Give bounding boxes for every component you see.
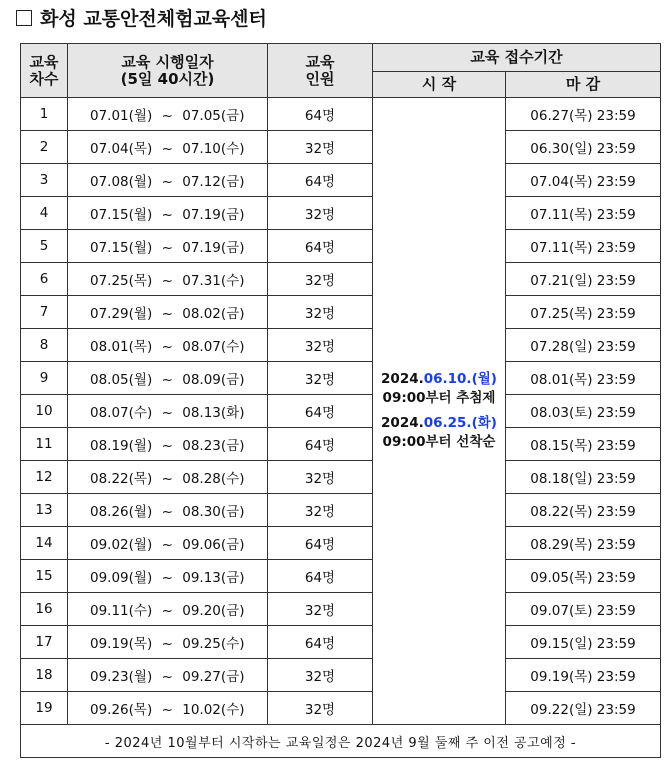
title-text: 화성 교통안전체험교육센터 xyxy=(40,8,267,30)
tilde-separator: ~ xyxy=(161,504,173,520)
table-row xyxy=(21,494,661,527)
table-row xyxy=(21,164,661,197)
deadline-cell: 07.04(목) 23:59 xyxy=(506,164,661,197)
start-date: 07.08(월) xyxy=(90,174,153,190)
table-row xyxy=(21,329,661,362)
people-cell: 64명 xyxy=(268,164,373,197)
deadline-cell: 07.11(목) 23:59 xyxy=(506,230,661,263)
table-row xyxy=(21,659,661,692)
round-cell: 17 xyxy=(21,626,68,659)
dates-cell xyxy=(68,362,268,395)
tilde-separator: ~ xyxy=(161,108,173,124)
deadline-cell: 08.29(목) 23:59 xyxy=(506,527,661,560)
tilde-separator: ~ xyxy=(161,570,173,586)
tilde-separator: ~ xyxy=(161,141,173,157)
tilde-separator: ~ xyxy=(161,339,173,355)
deadline-cell: 07.25(목) 23:59 xyxy=(506,296,661,329)
start-date: 09.26(목) xyxy=(90,702,153,718)
header-dates: 교육 시행일자 (5일 40시간) xyxy=(68,44,268,98)
end-date: 08.30(금) xyxy=(182,504,245,520)
schedule-table xyxy=(20,43,661,758)
footer-row xyxy=(21,725,661,758)
people-cell: 64명 xyxy=(268,230,373,263)
people-cell: 32명 xyxy=(268,362,373,395)
start-date: 08.22(목) xyxy=(90,471,153,487)
start-date: 08.26(월) xyxy=(90,504,153,520)
dates-cell xyxy=(68,461,268,494)
table-row xyxy=(21,527,661,560)
end-date: 09.27(금) xyxy=(182,669,245,685)
deadline-cell: 06.27(목) 23:59 xyxy=(506,98,661,131)
start-date: 09.09(월) xyxy=(90,570,153,586)
table-row xyxy=(21,428,661,461)
dates-cell xyxy=(68,329,268,362)
start-date: 09.23(월) xyxy=(90,669,153,685)
people-cell: 64명 xyxy=(268,428,373,461)
start-date: 08.05(월) xyxy=(90,372,153,388)
start-date: 09.02(월) xyxy=(90,537,153,553)
dates-cell xyxy=(68,131,268,164)
tilde-separator: ~ xyxy=(161,372,173,388)
tilde-separator: ~ xyxy=(161,306,173,322)
dates-cell xyxy=(68,626,268,659)
first-come-block xyxy=(373,414,505,452)
deadline-cell: 09.22(일) 23:59 xyxy=(506,692,661,725)
deadline-cell: 08.18(일) 23:59 xyxy=(506,461,661,494)
start-date: 07.15(월) xyxy=(90,240,153,256)
dates-cell xyxy=(68,395,268,428)
round-cell: 10 xyxy=(21,395,68,428)
footer-note: - 2024년 10월부터 시작하는 교육일정은 2024년 9월 둘째 주 이전 공고예정 - xyxy=(21,725,661,758)
dates-cell xyxy=(68,164,268,197)
dates-cell xyxy=(68,296,268,329)
end-date: 08.02(금) xyxy=(182,306,245,322)
start-date: 07.15(월) xyxy=(90,207,153,223)
deadline-cell: 09.15(일) 23:59 xyxy=(506,626,661,659)
people-cell: 64명 xyxy=(268,395,373,428)
round-cell: 9 xyxy=(21,362,68,395)
round-cell: 15 xyxy=(21,560,68,593)
end-date: 07.19(금) xyxy=(182,207,245,223)
start-date: 08.07(수) xyxy=(90,405,153,421)
checkbox-square-icon xyxy=(16,10,32,26)
end-date: 08.23(금) xyxy=(182,438,245,454)
end-date: 07.19(금) xyxy=(182,240,245,256)
deadline-cell: 07.28(일) 23:59 xyxy=(506,329,661,362)
tilde-separator: ~ xyxy=(161,636,173,652)
tilde-separator: ~ xyxy=(161,174,173,190)
reception-start-cell xyxy=(373,98,506,725)
round-cell: 4 xyxy=(21,197,68,230)
tilde-separator: ~ xyxy=(161,702,173,718)
header-people: 교육 인원 xyxy=(268,44,373,98)
dates-cell xyxy=(68,560,268,593)
table-row xyxy=(21,461,661,494)
tilde-separator: ~ xyxy=(161,537,173,553)
round-cell: 16 xyxy=(21,593,68,626)
people-cell: 32명 xyxy=(268,197,373,230)
table-row xyxy=(21,131,661,164)
start-date: 07.29(월) xyxy=(90,306,153,322)
header-period: 교육 접수기간 xyxy=(373,44,661,72)
round-cell: 6 xyxy=(21,263,68,296)
end-date: 09.13(금) xyxy=(182,570,245,586)
table-row xyxy=(21,230,661,263)
header-end: 마 감 xyxy=(506,72,661,98)
header-start: 시 작 xyxy=(373,72,506,98)
deadline-cell: 08.03(토) 23:59 xyxy=(506,395,661,428)
deadline-cell: 06.30(일) 23:59 xyxy=(506,131,661,164)
tilde-separator: ~ xyxy=(161,603,173,619)
people-cell: 32명 xyxy=(268,296,373,329)
dates-cell xyxy=(68,197,268,230)
deadline-cell: 09.19(목) 23:59 xyxy=(506,659,661,692)
lottery-text: 09:00부터 추첨제 xyxy=(382,390,496,406)
table-row xyxy=(21,692,661,725)
end-date: 08.09(금) xyxy=(182,372,245,388)
start-date: 08.01(목) xyxy=(90,339,153,355)
round-cell: 18 xyxy=(21,659,68,692)
tilde-separator: ~ xyxy=(161,273,173,289)
header-round: 교육 차수 xyxy=(21,44,68,98)
start-date: 07.04(목) xyxy=(90,141,153,157)
table-row xyxy=(21,593,661,626)
people-cell: 64명 xyxy=(268,626,373,659)
round-cell: 5 xyxy=(21,230,68,263)
dates-cell xyxy=(68,428,268,461)
end-date: 08.13(화) xyxy=(182,405,245,421)
start-date: 09.19(목) xyxy=(90,636,153,652)
deadline-cell: 09.07(토) 23:59 xyxy=(506,593,661,626)
dates-cell xyxy=(68,659,268,692)
first-come-year: 2024. xyxy=(381,415,424,431)
people-cell: 32명 xyxy=(268,494,373,527)
round-cell: 2 xyxy=(21,131,68,164)
tilde-separator: ~ xyxy=(161,240,173,256)
table-row xyxy=(21,560,661,593)
people-cell: 32명 xyxy=(268,593,373,626)
end-date: 07.05(금) xyxy=(182,108,245,124)
table-row xyxy=(21,626,661,659)
people-cell: 32명 xyxy=(268,131,373,164)
first-come-date: 06.25.(화) xyxy=(423,415,497,431)
deadline-cell: 08.01(목) 23:59 xyxy=(506,362,661,395)
round-cell: 7 xyxy=(21,296,68,329)
start-date: 08.19(월) xyxy=(90,438,153,454)
people-cell: 64명 xyxy=(268,560,373,593)
table-row xyxy=(21,362,661,395)
deadline-cell: 08.22(목) 23:59 xyxy=(506,494,661,527)
deadline-cell: 07.21(일) 23:59 xyxy=(506,263,661,296)
end-date: 08.07(수) xyxy=(182,339,245,355)
tilde-separator: ~ xyxy=(161,438,173,454)
start-date: 07.01(월) xyxy=(90,108,153,124)
end-date: 08.28(수) xyxy=(182,471,245,487)
people-cell: 32명 xyxy=(268,659,373,692)
end-date: 07.10(수) xyxy=(182,141,245,157)
deadline-cell: 09.05(목) 23:59 xyxy=(506,560,661,593)
dates-cell xyxy=(68,494,268,527)
dates-cell xyxy=(68,230,268,263)
start-date: 09.11(수) xyxy=(90,603,153,619)
people-cell: 32명 xyxy=(268,461,373,494)
tilde-separator: ~ xyxy=(161,207,173,223)
table-row xyxy=(21,395,661,428)
table-row xyxy=(21,263,661,296)
tilde-separator: ~ xyxy=(161,405,173,421)
dates-cell xyxy=(68,692,268,725)
end-date: 07.31(수) xyxy=(182,273,245,289)
dates-cell xyxy=(68,263,268,296)
page-title xyxy=(16,4,267,31)
dates-cell xyxy=(68,527,268,560)
round-cell: 14 xyxy=(21,527,68,560)
first-come-text: 09:00부터 선착순 xyxy=(382,434,496,450)
round-cell: 1 xyxy=(21,98,68,131)
table-row xyxy=(21,296,661,329)
deadline-cell: 07.11(목) 23:59 xyxy=(506,197,661,230)
end-date: 10.02(수) xyxy=(182,702,245,718)
lottery-block xyxy=(373,370,505,408)
end-date: 09.25(수) xyxy=(182,636,245,652)
dates-cell xyxy=(68,98,268,131)
table-row xyxy=(21,98,661,131)
deadline-cell: 08.15(목) 23:59 xyxy=(506,428,661,461)
table-row xyxy=(21,197,661,230)
dates-cell xyxy=(68,593,268,626)
people-cell: 64명 xyxy=(268,527,373,560)
end-date: 09.06(금) xyxy=(182,537,245,553)
tilde-separator: ~ xyxy=(161,471,173,487)
lottery-year: 2024. xyxy=(381,371,424,387)
end-date: 09.20(금) xyxy=(182,603,245,619)
people-cell: 32명 xyxy=(268,692,373,725)
people-cell: 32명 xyxy=(268,263,373,296)
round-cell: 8 xyxy=(21,329,68,362)
round-cell: 12 xyxy=(21,461,68,494)
end-date: 07.12(금) xyxy=(182,174,245,190)
round-cell: 19 xyxy=(21,692,68,725)
people-cell: 64명 xyxy=(268,98,373,131)
round-cell: 13 xyxy=(21,494,68,527)
tilde-separator: ~ xyxy=(161,669,173,685)
round-cell: 11 xyxy=(21,428,68,461)
round-cell: 3 xyxy=(21,164,68,197)
start-date: 07.25(목) xyxy=(90,273,153,289)
people-cell: 32명 xyxy=(268,329,373,362)
lottery-date: 06.10.(월) xyxy=(423,371,497,387)
